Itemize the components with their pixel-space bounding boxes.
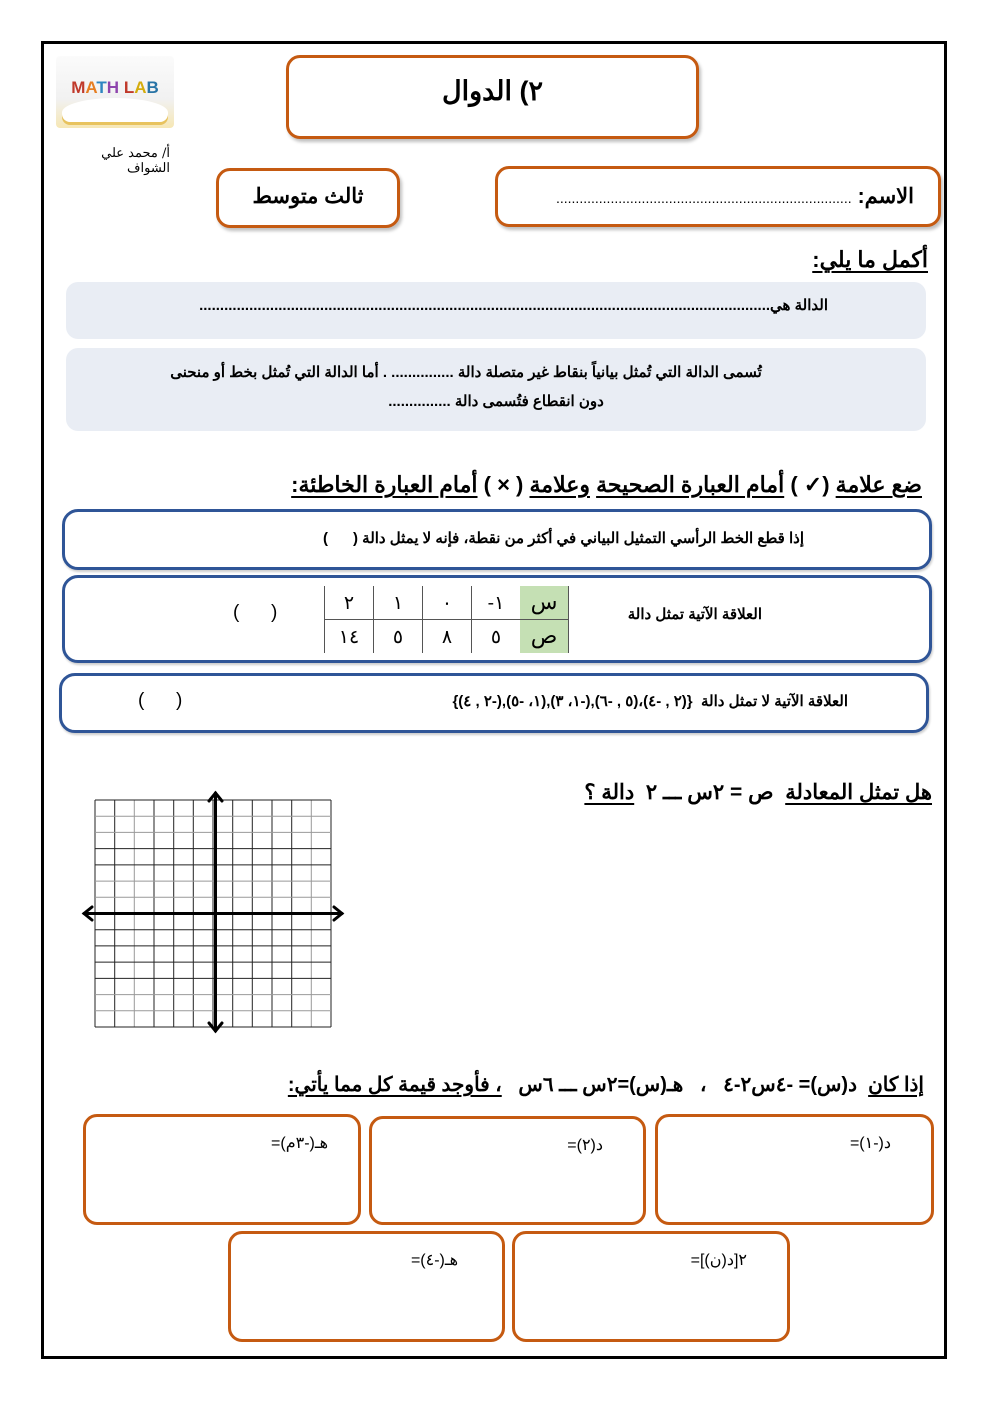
x-header: س	[520, 586, 569, 620]
page-title: ٢) الدوال	[441, 76, 544, 106]
table-row: ١٤ ٥ ٨ ٥ ص	[325, 620, 569, 654]
grade-label: ثالث متوسط	[252, 185, 364, 208]
statement2-answer[interactable]: ( )	[233, 602, 278, 623]
y-header: ص	[520, 620, 569, 654]
fill-blank-line1[interactable]: تُسمى الدالة التي تُمثل بيانياً بنقاط غير متصلة دالة ............... . أما الدالة التي تُمثل بخط أو منحنى	[170, 364, 762, 381]
statement3-answer[interactable]: ( )	[138, 690, 183, 711]
relation-set: {(٢ , -٤)،(٥ , -٦),(-١، ٣),(١، -٥),(-٢ , ٤)}	[452, 693, 693, 710]
section4-heading: إذا كان د(س)= -٤س٢-٤ ، هـ(س)=٢س ـــ ٦س ، فأوجد قيمة كل مما يأتي:	[287, 1074, 924, 1096]
statement1-text[interactable]: إذا قطع الخط الرأسي التمثيل البياني في أكثر من نقطة، فإنه لا يمثل دالة ( )	[322, 530, 804, 547]
definition-text[interactable]: الدالة هي.........................................................................................................................................	[199, 297, 828, 314]
answer-box-h-neg3m[interactable]: هـ(-٣م)=	[83, 1114, 361, 1225]
relation-table	[324, 586, 569, 653]
title-box	[286, 55, 699, 139]
section2-heading: ضع علامة (✓ ) أمام العبارة الصحيحة وعلامة ( × ) أمام العبارة الخاطئة:	[291, 472, 922, 497]
function-h: هـ(س)=٢س ـــ ٦س	[518, 1074, 684, 1096]
logo-text: MATH LAB	[71, 78, 159, 97]
statement2-box	[62, 575, 932, 663]
answer-box-d-neg1[interactable]: د(-١)=	[655, 1114, 934, 1225]
equation: ص = ٢س ـــ ٢	[645, 781, 774, 804]
fill-blank-line2[interactable]: دون انقطاع فتُسمى دالة ...............	[388, 393, 604, 410]
function-d: د(س)= -٤س٢-٤	[723, 1074, 857, 1096]
name-label: الاسم:	[857, 185, 914, 208]
math-lab-logo	[56, 56, 174, 128]
coordinate-grid[interactable]	[78, 789, 348, 1034]
statement2-text: العلاقة الآتية تمثل دالة	[627, 606, 762, 623]
statement3-text: العلاقة الآتية لا تمثل دالة {(٢ , -٤)،(٥ , -٦),(-١، ٣),(١، -٥),(-٢ , ٤)}	[452, 693, 848, 710]
definition-box	[66, 282, 926, 339]
statement1-box	[62, 509, 932, 570]
name-field[interactable]	[556, 184, 914, 209]
cross-mark-icon: ( × )	[483, 472, 524, 497]
table-row: ٢ ١ ٠ -١ س	[325, 586, 569, 620]
name-blank[interactable]: ............................................................................	[555, 190, 852, 206]
book-icon	[62, 98, 168, 122]
name-box	[495, 166, 941, 227]
grade-box	[216, 168, 400, 228]
answer-box-h-neg4[interactable]: هـ(-٤)=	[228, 1231, 505, 1342]
section3-heading: هل تمثل المعادلة ص = ٢س ـــ ٢ دالة ؟	[584, 781, 932, 804]
statement3-box	[59, 673, 929, 733]
check-mark-icon: (✓ )	[790, 472, 830, 497]
author-name: أ/ محمد علي الشواف	[101, 146, 170, 176]
fill-blank-box	[66, 348, 926, 431]
grid-svg	[78, 789, 348, 1034]
answer-box-d-2[interactable]: د(٢)=	[369, 1116, 646, 1225]
answer-box-d-n-squared[interactable]: ٢[د(ن)]=	[512, 1231, 790, 1342]
section1-heading: أكمل ما يلي:	[812, 247, 928, 272]
